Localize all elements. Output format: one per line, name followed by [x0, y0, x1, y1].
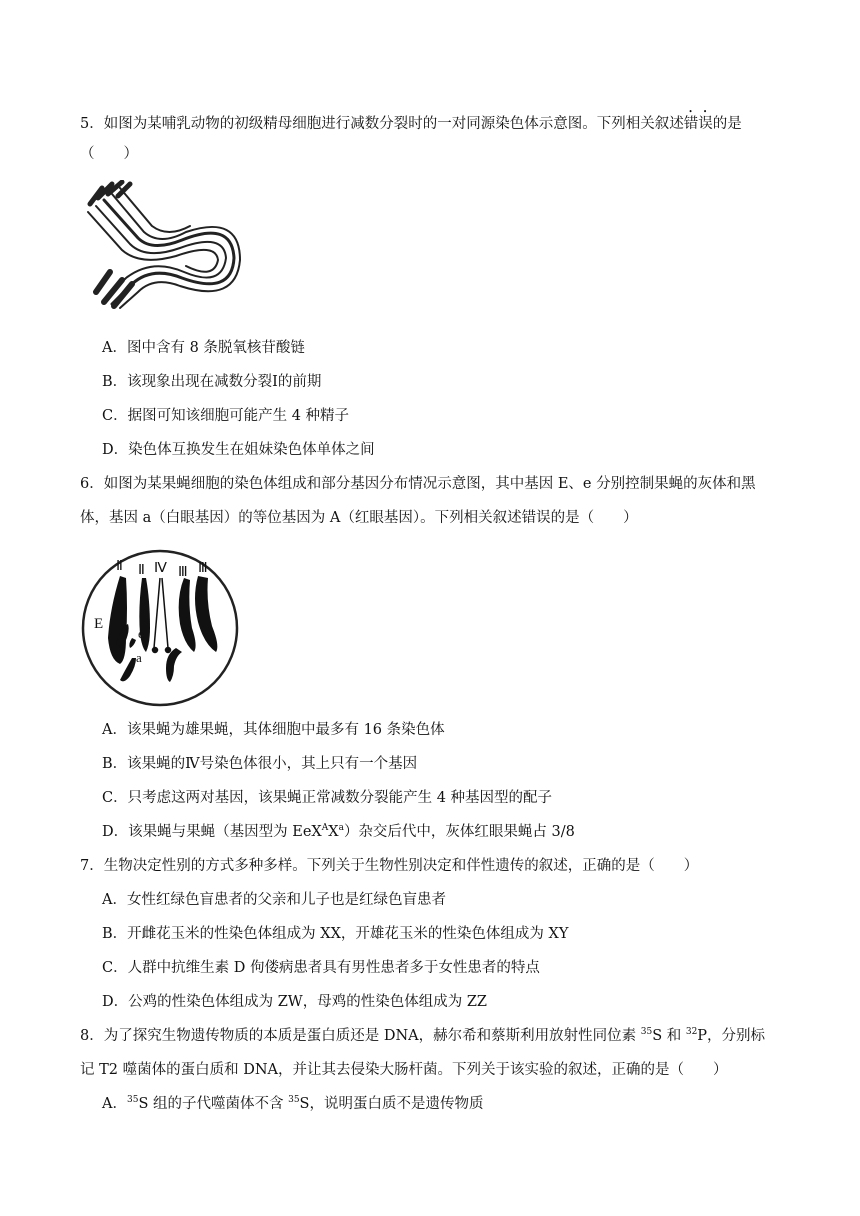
- q8-option-a-mid: S 组的子代噬菌体不含: [138, 1096, 289, 1112]
- q7-option-b: B．开雌花玉米的性染色体组成为 XX，开雄花玉米的性染色体组成为 XY: [102, 926, 569, 942]
- q8-sup-32: 32: [685, 1027, 698, 1038]
- label-gene-a: a: [136, 650, 142, 665]
- q6-option-d-sup-a-lower: a: [338, 823, 344, 834]
- homologous-chromosome-figure: [82, 180, 242, 310]
- q6-option-d: [102, 822, 575, 842]
- label-chromosome-III-right: Ⅲ: [198, 561, 208, 576]
- q6-stem-line1: 6．如图为某果蝇细胞的染色体组成和部分基因分布情况示意图，其中基因 E、e 分别控制果蝇的灰体和黑: [80, 476, 756, 492]
- label-gene-e: e: [138, 626, 144, 641]
- label-gene-E: E: [94, 616, 104, 632]
- label-chromosome-IV: Ⅳ: [154, 561, 167, 576]
- q6-option-d-sup-a: A: [321, 823, 329, 834]
- q6-option-b: B．该果蝇的Ⅳ号染色体很小，其上只有一个基因: [102, 756, 418, 772]
- q8-stem-line1: [80, 1026, 765, 1046]
- q6-option-d-x: X: [328, 824, 339, 840]
- q5-stem: [80, 108, 742, 134]
- q5-option-d: D．染色体互换发生在姐妹染色体单体之间: [102, 442, 375, 458]
- q8-stem-part-c: P，分别标: [697, 1028, 766, 1044]
- label-chromosome-II-left: Ⅱ: [116, 559, 123, 574]
- label-chromosome-III-left: Ⅲ: [178, 565, 188, 580]
- q7-option-a: A．女性红绿色盲患者的父亲和儿子也是红绿色盲患者: [102, 892, 446, 908]
- q8-option-a-sup1: 35: [126, 1095, 139, 1106]
- q7-stem: 7．生物决定性别的方式多种多样。下列关于生物性别决定和伴性遗传的叙述，正确的是（ ）: [80, 858, 699, 874]
- q5-option-b: B．该现象出现在减数分裂Ⅰ的前期: [102, 374, 322, 390]
- q5-option-a: A．图中含有 8 条脱氧核苷酸链: [102, 340, 305, 356]
- q8-stem-part-a: 8．为了探究生物遗传物质的本质是蛋白质还是 DNA，赫尔希和蔡斯利用放射性同位素: [80, 1028, 641, 1044]
- q5-stem-text: 5．如图为某哺乳动物的初级精母细胞进行减数分裂时的一对同源染色体示意图。下列相关叙述: [80, 116, 684, 132]
- q8-option-a-label: A．: [102, 1096, 127, 1112]
- q8-sup-35: 35: [640, 1027, 653, 1038]
- fruitfly-chromosome-figure: [80, 548, 240, 708]
- q7-option-d: D．公鸡的性染色体组成为 ZW，母鸡的性染色体组成为 ZZ: [102, 994, 487, 1010]
- q6-stem-line2: 体，基因 a（白眼基因）的等位基因为 A（红眼基因）。下列相关叙述错误的是（ ）: [80, 510, 638, 526]
- label-chromosome-II-right: Ⅱ: [138, 563, 145, 578]
- q8-stem-part-b: S 和: [652, 1028, 686, 1044]
- q8-option-a-post: S，说明蛋白质不是遗传物质: [299, 1096, 484, 1112]
- q6-option-c: C．只考虑这两对基因，该果蝇正常减数分裂能产生 4 种基因型的配子: [102, 790, 553, 806]
- q5-stem-tail: 的是: [712, 116, 742, 132]
- q8-stem-line2: 记 T2 噬菌体的蛋白质和 DNA，并让其去侵染大肠杆菌。下列关于该实验的叙述，正确的是（ ）: [80, 1062, 728, 1078]
- q6-option-d-pre: D．该果蝇与果蝇（基因型为 EeX: [102, 824, 322, 840]
- q8-option-a: [102, 1094, 483, 1114]
- q6-option-d-post: ）杂交后代中，灰体红眼果蝇占 3/8: [343, 824, 575, 840]
- q5-option-c: C．据图可知该细胞可能产生 4 种精子: [102, 408, 350, 424]
- q5-stem-emphasis: 错误: [683, 116, 713, 132]
- q7-option-c: C．人群中抗维生素 D 佝偻病患者具有男性患者多于女性患者的特点: [102, 960, 540, 976]
- q8-option-a-sup2: 35: [288, 1095, 300, 1106]
- q5-paren: （ ）: [80, 146, 138, 162]
- q6-option-a: A．该果蝇为雄果蝇，其体细胞中最多有 16 条染色体: [102, 722, 445, 738]
